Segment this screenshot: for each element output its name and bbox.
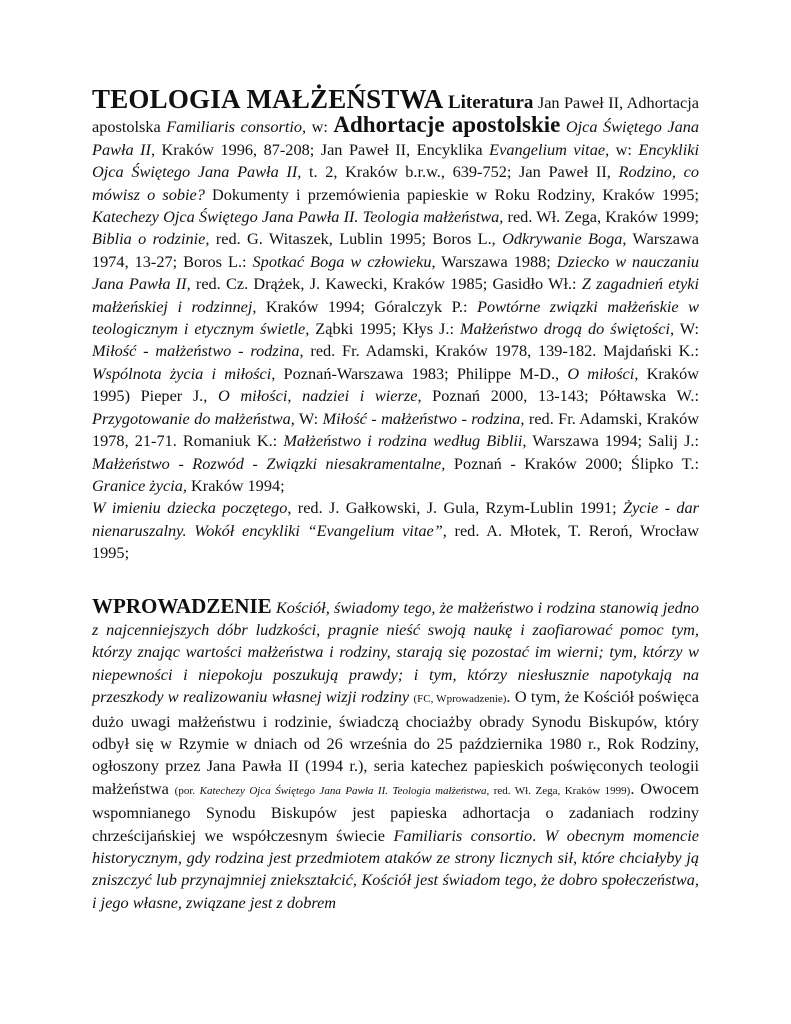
lit-title: Przygotowanie do małżeństwa, bbox=[92, 408, 295, 428]
intro-text: . bbox=[532, 825, 545, 845]
lit-title: Rodzino, co mówisz o sobie? bbox=[92, 162, 699, 204]
lit-text: , Kraków 1996, 87-208; Jan Paweł II, Encyklika bbox=[150, 139, 490, 159]
lit-text: Kraków 1994; bbox=[186, 475, 285, 495]
lit-title: Odkrywanie Boga bbox=[502, 229, 623, 249]
lit-title: Granice życia, bbox=[92, 475, 187, 495]
lit-title: Małżeństwo - Rozwód - Związki niesakramentalne, bbox=[92, 453, 446, 473]
document-page bbox=[92, 84, 700, 914]
intro-quote: W obecnym momencie historycznym, gdy rodzina jest przedmiotem ataków ze strony licznych sił, które chciałyby ją zniszczyć lub przynajmniej zniekształcić, Kościół jest świadom tego, że dobro społeczeństwa, i jego własne, związane jest z dobrem bbox=[92, 825, 700, 912]
lit-title: Wspólnota życia i miłości, bbox=[92, 363, 276, 383]
lit-text: Poznań-Warszawa 1983; Philippe M-D., bbox=[275, 363, 568, 383]
lit-text: red. Cz. Drążek, J. Kawecki, Kraków 1985; Gasidło Wł.: bbox=[190, 274, 582, 294]
lit-text: , Warszawa 1988; bbox=[431, 251, 557, 271]
intro-title: Familiaris consortio bbox=[393, 825, 533, 845]
lit-text: Ząbki 1995; Kłys J.: bbox=[309, 319, 460, 339]
lit-title: Z zagadnień etyki małżeńskiej i rodzinnej, bbox=[92, 274, 699, 316]
intro-heading: WPROWADZENIE bbox=[92, 593, 272, 618]
intro-text: . O tym, że Kościół poświęca dużo uwagi małżeństwu i rodzinie, świadczą chociażby obrady Synodu Biskupów, który odbył się w Rzymie w dniach od 26 września do 25 października 1980 r., Rok Rodziny, ogłoszony przez Jana Pawła II (1994 r.), seria katechez papieskich poświęconych teologii małżeństwa bbox=[92, 687, 699, 798]
lit-title: Miłość - małżeństwo - rodzina, bbox=[322, 408, 525, 428]
lit-text: Jan Paweł II, Adhortacja apostolska bbox=[92, 93, 699, 137]
lit-title: Encykliki Ojca Świętego Jana Pawła II, bbox=[92, 139, 699, 182]
intro-paragraph bbox=[92, 595, 699, 915]
lit-text: red. A. Młotek, T. Reroń, Wrocław 1995; bbox=[92, 520, 699, 563]
lit-text: t. 2, Kraków b.r.w., 639-752; Jan Paweł II, bbox=[301, 162, 619, 182]
lit-title: Ojca Świętego Jana Pawła II bbox=[92, 117, 699, 159]
lit-title: O miłości, nadziei i wierze bbox=[217, 386, 418, 406]
intro-text: . Owocem wspomnianego Synodu Biskupów jest papieska adhortacja o zadaniach rodziny chrześcijańskiej we współczesnym świecie bbox=[92, 778, 699, 845]
literature-paragraph-2 bbox=[92, 497, 699, 564]
lit-title: Życie - dar nienaruszalny. Wokół encykliki “Evangelium vitae”, bbox=[92, 498, 700, 540]
lit-text: , red. Wł. Zega, Kraków 1999; bbox=[499, 207, 699, 227]
intro-reference: (FC, Wprowadzenie) bbox=[413, 693, 507, 706]
lit-text: , Kraków 1995) Pieper J., bbox=[92, 363, 700, 406]
lit-text: Kraków 1994; Góralczyk P.: bbox=[256, 296, 477, 316]
lit-text: Poznań - Kraków 2000; Ślipko T.: bbox=[445, 453, 700, 473]
lit-title: Familiaris consortio, bbox=[166, 117, 307, 137]
lit-text: , Warszawa 1974, 13-27; Boros L.: bbox=[92, 229, 699, 271]
lit-text: W: bbox=[294, 408, 323, 428]
lit-title: Małżeństwo i rodzina według Biblii, bbox=[283, 431, 527, 451]
lit-title: Biblia o rodzinie, bbox=[92, 229, 210, 249]
lit-title: Spotkać Boga w człowieku bbox=[252, 251, 432, 271]
lit-title-large: Adhortacje apostolskie bbox=[333, 112, 561, 138]
lit-title: Miłość - małżeństwo - rodzina, bbox=[92, 341, 304, 361]
lit-text: Dokumenty i przemówienia papieskie w Roku Rodziny, Kraków 1995; bbox=[204, 184, 699, 204]
lit-title: W imieniu dziecka poczętego bbox=[92, 498, 288, 518]
lit-text: red. G. Witaszek, Lublin 1995; Boros L., bbox=[209, 229, 503, 249]
intro-reference: (por. bbox=[174, 784, 200, 797]
lit-title: O miłości bbox=[567, 363, 635, 383]
lit-text: , w: bbox=[605, 139, 639, 159]
lit-text: , Poznań 2000, 13-143; Półtawska W.: bbox=[417, 386, 700, 406]
lit-text: w: bbox=[306, 117, 334, 137]
lit-text: red. Fr. Adamski, Kraków 1978, 21-71. Romaniuk K.: bbox=[92, 408, 699, 451]
lit-title: Małżeństwo drogą do świętości, bbox=[459, 319, 675, 339]
literature-label: Literatura bbox=[447, 92, 534, 113]
lit-title: Dziecko w nauczaniu Jana Pawła II, bbox=[92, 251, 699, 294]
literature-paragraph bbox=[92, 84, 700, 497]
lit-text: W: bbox=[674, 319, 700, 339]
paragraph-gap bbox=[92, 565, 699, 595]
intro-quote: Kościół, świadomy tego, że małżeństwo i rodzina stanowią jedno z najcenniejszych dóbr ludzkości, pragnie nieść swoją naukę i zaofiarować pomoc tym, którzy znając wartości małżeństwa i rodziny, starają się pozostać im wierni; tym, którzy w niepewności i niepokoju poszukują prawdy; i tym, którzy niesłusznie napotykają na przeszkody w realizowaniu własnej wizji rodziny bbox=[92, 597, 699, 707]
lit-text: red. Fr. Adamski, Kraków 1978, 139-182. Majdański K.: bbox=[303, 341, 699, 361]
lit-title: Katechezy Ojca Świętego Jana Pawła II. Teologia małżeństwa bbox=[92, 207, 500, 227]
lit-text: Warszawa 1994; Salij J.: bbox=[526, 431, 699, 451]
lit-title: Evangelium vitae bbox=[489, 139, 606, 159]
lit-text: , red. J. Gałkowski, J. Gula, Rzym-Lublin 1991; bbox=[287, 498, 624, 518]
lit-title: Powtórne związki małżeńskie w teologicznym i etycznym świetle, bbox=[92, 296, 699, 339]
document-title: TEOLOGIA MAŁŻEŃSTWA bbox=[92, 84, 444, 114]
intro-reference-title: Katechezy Ojca Świętego Jana Pawła II. Teologia małżeństwa bbox=[199, 784, 487, 797]
intro-reference: , red. Wł. Zega, Kraków 1999) bbox=[486, 784, 631, 797]
